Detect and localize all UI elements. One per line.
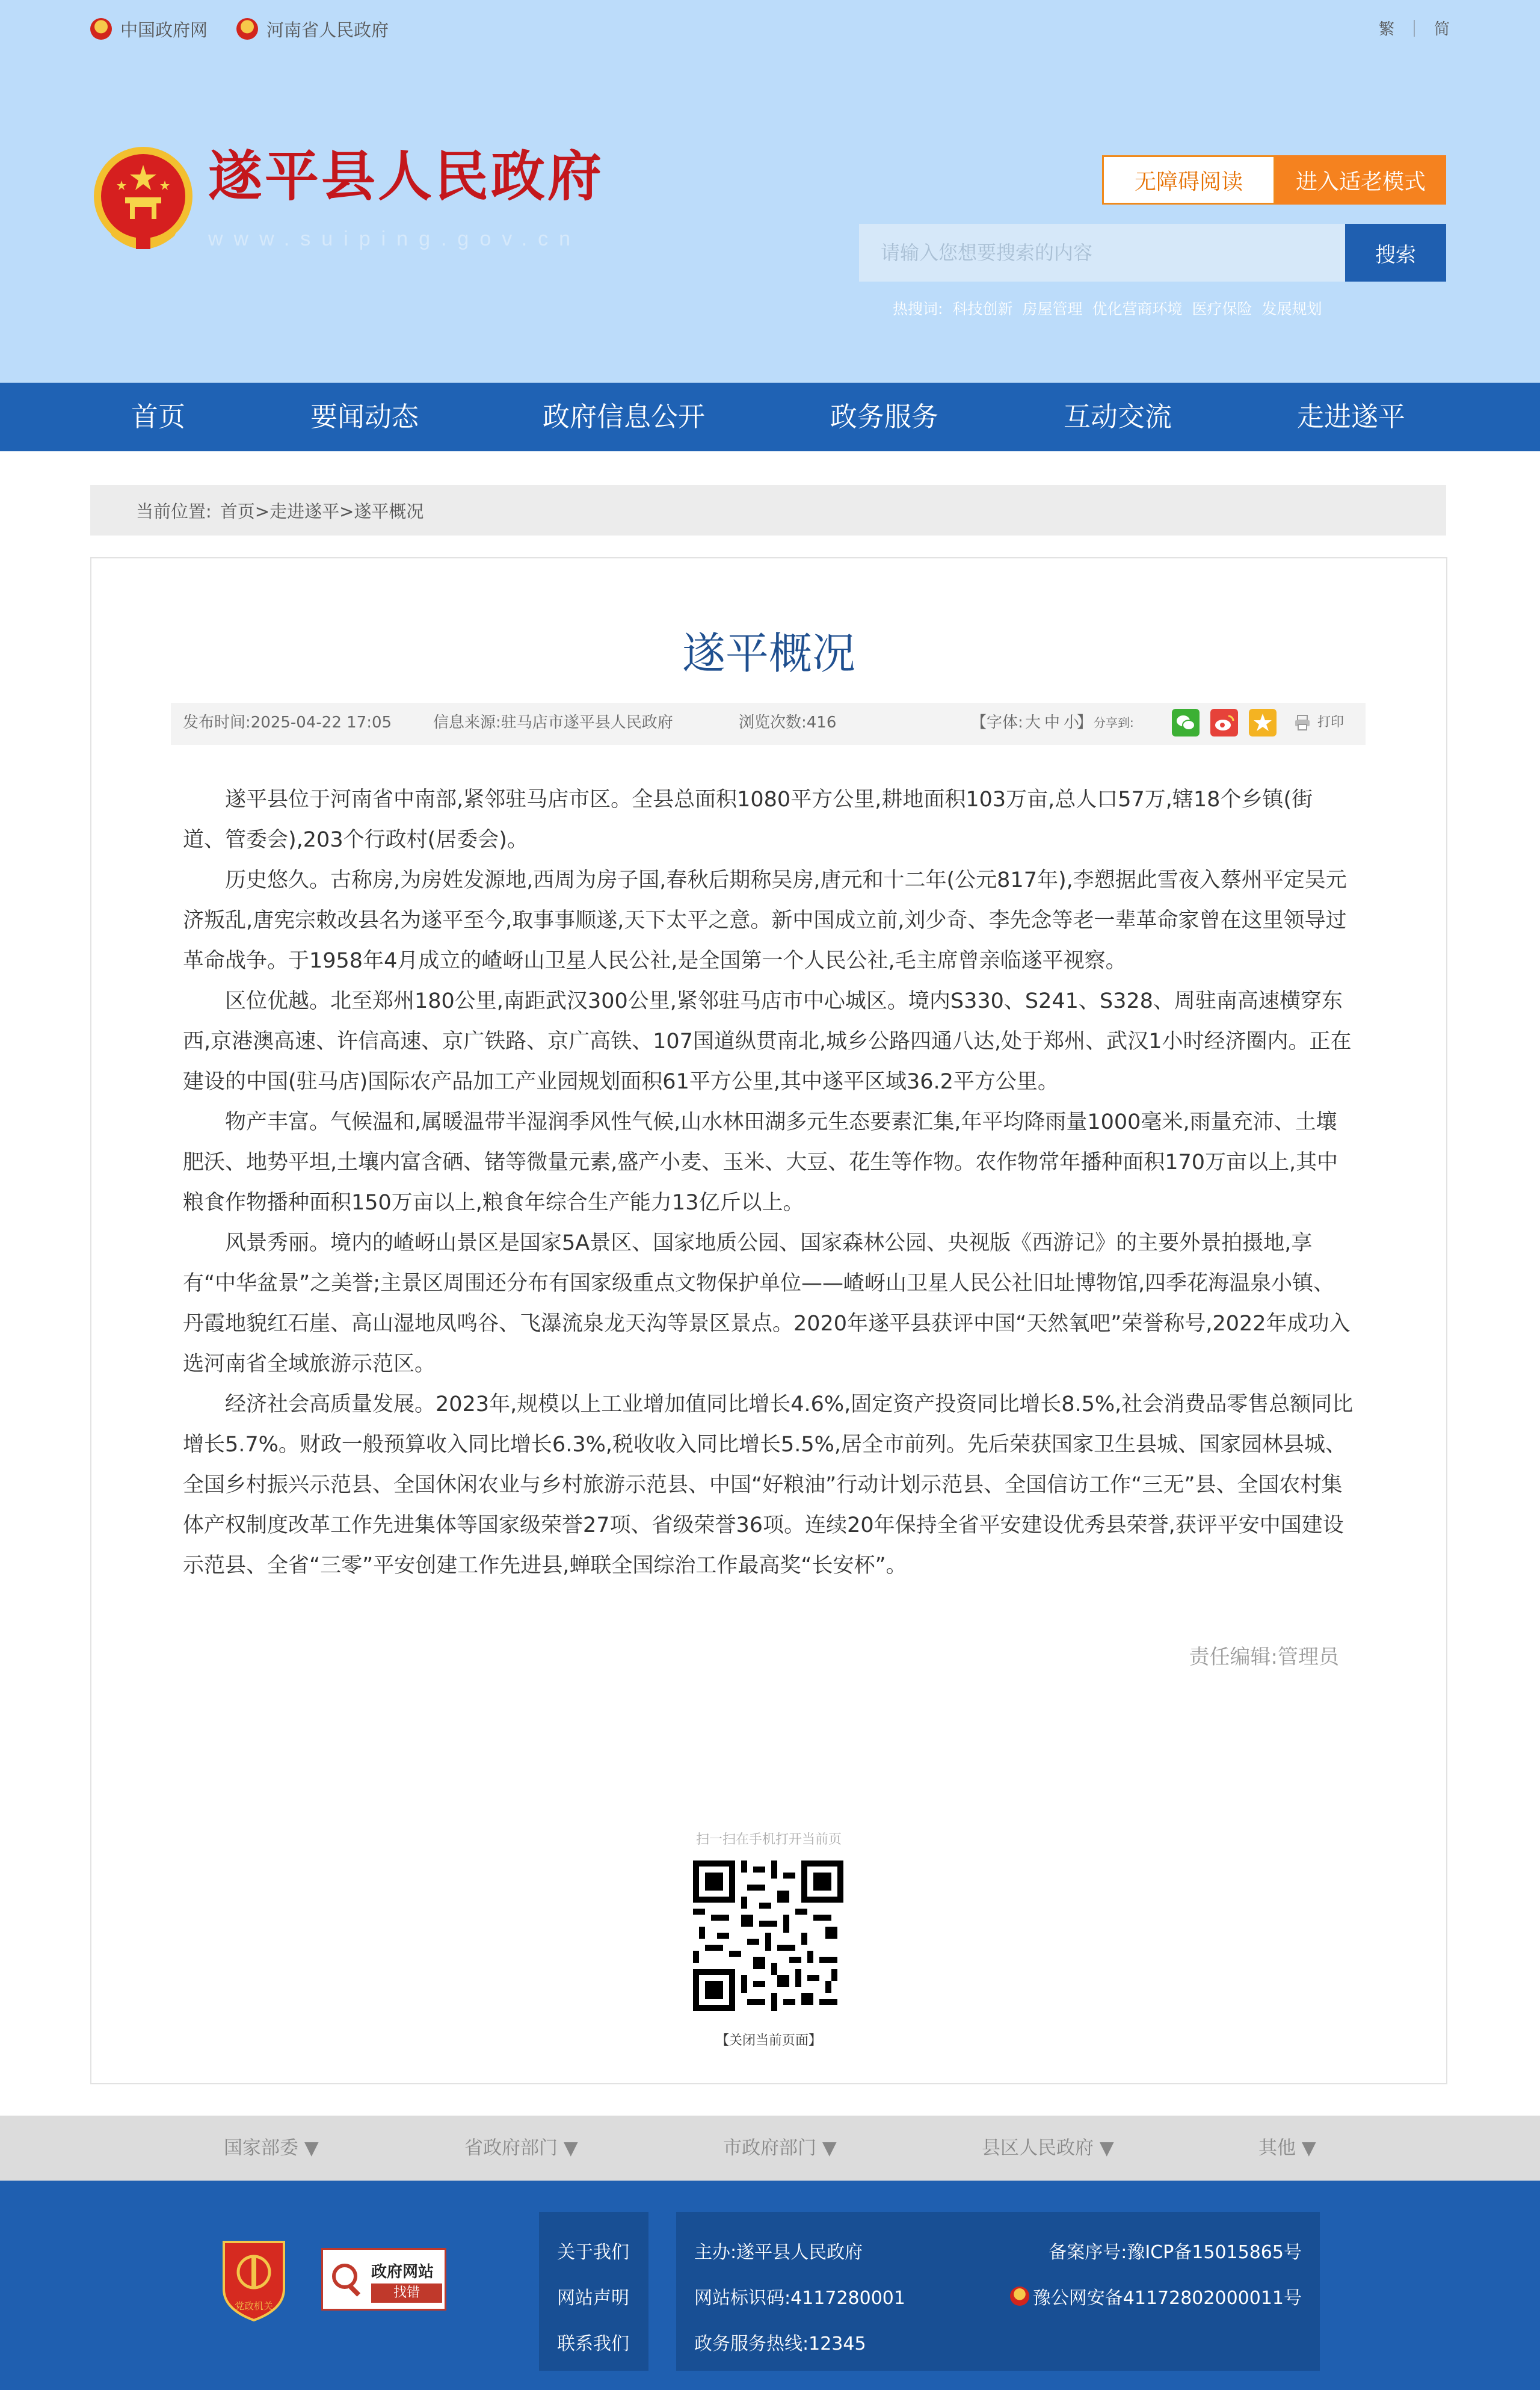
dropdown-national-ministries[interactable]: 国家部委 ▼ xyxy=(224,2137,319,2159)
site-name: 遂平县人民政府 xyxy=(208,144,604,208)
nav-info-disclosure[interactable]: 政府信息公开 xyxy=(543,401,706,433)
language-switch xyxy=(1379,17,1450,39)
nav-news[interactable]: 要闻动态 xyxy=(310,401,419,433)
article-title: 遂平概况 xyxy=(682,628,855,679)
top-links xyxy=(90,17,389,41)
hotline-info: 政务服务热线:12345 xyxy=(694,2333,866,2354)
main-nav xyxy=(0,383,1540,451)
contact-us-link[interactable]: 联系我们 xyxy=(557,2333,629,2354)
nav-about-suiping[interactable]: 走进遂平 xyxy=(1297,401,1406,433)
article-body xyxy=(183,780,1354,1586)
breadcrumb-label: 当前位置: xyxy=(136,501,212,522)
qr-caption: 扫一扫在手机打开当前页 xyxy=(695,1832,842,1847)
weibo-share-icon[interactable] xyxy=(1210,709,1238,736)
search-input[interactable] xyxy=(859,224,1345,282)
hot-word[interactable]: 科技创新 xyxy=(952,300,1013,318)
dropdown-others[interactable]: 其他 ▼ xyxy=(1258,2137,1316,2159)
report-error-badge[interactable] xyxy=(321,2248,446,2311)
footer-site-info xyxy=(676,2212,1320,2371)
traditional-chinese-link[interactable]: 繁 xyxy=(1378,20,1394,39)
qr-code-icon xyxy=(693,1860,843,2011)
publish-time: 发布时间:2025-04-22 17:05 xyxy=(183,714,392,732)
font-size-close: 】 xyxy=(1077,714,1093,732)
hot-word[interactable]: 房屋管理 xyxy=(1022,300,1083,318)
related-links-bar xyxy=(0,2116,1540,2181)
dropdown-city-departments[interactable]: 市政府部门 ▼ xyxy=(723,2137,837,2159)
report-badge-line1: 政府网站 xyxy=(371,2263,434,2281)
site-footer xyxy=(0,2181,1540,2390)
font-small-button[interactable]: 小 xyxy=(1064,714,1080,732)
breadcrumb xyxy=(90,485,1446,536)
hot-search-words xyxy=(893,297,1322,319)
nav-home[interactable]: 首页 xyxy=(131,401,186,433)
nav-services[interactable]: 政务服务 xyxy=(830,401,939,433)
divider xyxy=(1414,20,1415,37)
about-us-link[interactable]: 关于我们 xyxy=(557,2242,629,2263)
dropdown-provincial-departments[interactable]: 省政府部门 ▼ xyxy=(464,2137,578,2159)
article-paragraph: 风景秀丽。境内的嵖岈山景区是国家5A景区、国家地质公园、国家森林公园、央视版《西游记》的主要外景拍摄地,享有“中华盆景”之美誉;主景区周围还分布有国家级重点文物保护单位——嵖岈山卫星人民公社旧址博物馆,四季花海温泉小镇、丹霞地貌红石崖、高山湿地凤鸣谷、飞瀑流泉龙天沟等景区景点。2020年遂平县获评中国“天然氧吧”荣誉称号,2022年成功入选河南省全域旅游示范区。 xyxy=(183,1231,1351,1376)
report-badge-line2: 找错 xyxy=(371,2283,442,2303)
close-page-link[interactable]: 【关闭当前页面】 xyxy=(715,2033,822,2048)
link-gov-cn-label: 中国政府网 xyxy=(120,19,208,40)
icp-record-link[interactable]: 备案序号:豫ICP备15015865号 xyxy=(1049,2242,1302,2263)
hot-word[interactable]: 医疗保险 xyxy=(1192,300,1252,318)
article-paragraph: 区位优越。北至郑州180公里,南距武汉300公里,紧邻驻马店市中心城区。境内S330、S241、S328、周驻南高速横穿东西,京港澳高速、许信高速、京广铁路、京广高铁、107国道纵贯南北,城乡公路四通八达,处于郑州、武汉1小时经济圈内。正在建设的中国(驻马店)国际农产品加工产业园规划面积61平方公里,其中遂平区域36.2平方公里。 xyxy=(183,989,1352,1094)
national-emblem-icon xyxy=(90,18,112,40)
article-container xyxy=(90,557,1447,2084)
article-paragraph: 历史悠久。古称房,为房姓发源地,西周为房子国,春秋后期称吴房,唐元和十二年(公元817年),李愬据此雪夜入蔡州平定吴元济叛乱,唐宪宗敕改县名为遂平至今,取事事顺遂,天下太平之意。新中国成立前,刘少奇、李先念等老一辈革命家曾在这里领导过革命战争。于1958年4月成立的嵖岈山卫星人民公社,是全国第一个人民公社,毛主席曾亲临遂平视察。 xyxy=(183,868,1347,973)
link-henan-gov[interactable] xyxy=(236,17,389,42)
article-paragraph: 物产丰富。气候温和,属暖温带半湿润季风性气候,山水林田湖多元生态要素汇集,年平均降雨量1000毫米,雨量充沛、土壤肥沃、地势平坦,土壤内富含硒、锗等微量元素,盛产小麦、玉米、大豆、花生等作物。农作物常年播种面积170万亩以上,其中粮食作物播种面积150万亩以上,粮食年综合生产能力13亿斤以上。 xyxy=(183,1110,1338,1215)
sponsor-info: 主办:遂平县人民政府 xyxy=(694,2242,863,2263)
magnifier-icon xyxy=(329,2261,366,2298)
site-code-info: 网站标识码:4117280001 xyxy=(694,2288,905,2309)
responsible-editor: 责任编辑:管理员 xyxy=(1189,1645,1339,1669)
police-emblem-icon xyxy=(1010,2287,1029,2306)
national-emblem-icon xyxy=(236,18,258,40)
info-source: 信息来源:驻马店市遂平县人民政府 xyxy=(433,714,673,732)
simplified-chinese-link[interactable]: 简 xyxy=(1434,20,1450,39)
site-url: www.suiping.gov.cn xyxy=(208,227,582,250)
dropdown-county-governments[interactable]: 县区人民政府 ▼ xyxy=(982,2137,1114,2159)
print-icon[interactable] xyxy=(1293,714,1311,732)
party-government-badge-icon[interactable] xyxy=(219,2238,289,2323)
qzone-share-icon[interactable] xyxy=(1249,709,1277,736)
nav-interaction[interactable]: 互动交流 xyxy=(1064,401,1172,433)
article-paragraph: 遂平县位于河南省中南部,紧邻驻马店市区。全县总面积1080平方公里,耕地面积103万亩,总人口57万,辖18个乡镇(街道、管委会),203个行政村(居委会)。 xyxy=(183,788,1313,852)
hot-word[interactable]: 发展规划 xyxy=(1261,300,1322,318)
font-large-button[interactable]: 大 xyxy=(1025,714,1041,732)
footer-about-links xyxy=(539,2212,648,2371)
police-record-link[interactable] xyxy=(1010,2283,1302,2309)
article-paragraph: 经济社会高质量发展。2023年,规模以上工业增加值同比增长4.6%,固定资产投资同比增长8.5%,社会消费品零售总额同比增长5.7%。财政一般预算收入同比增长6.3%,税收收入同比增长5.5%,居全市前列。先后荣获国家卫生县城、国家园林县城、全国乡村振兴示范县、全国休闲农业与乡村旅游示范县、中国“好粮油”行动计划示范县、全国信访工作“三无”县、全国农村集体产权制度改革工作先进集体等国家级荣誉27项、省级荣誉36项。连续20年保持全省平安建设优秀县荣誉,获评平安中国建设示范县、全省“三零”平安创建工作先进县,蝉联全国综治工作最高奖“长安杯”。 xyxy=(183,1392,1354,1578)
view-count: 浏览次数:416 xyxy=(739,714,837,732)
share-label: 分享到: xyxy=(1094,715,1134,730)
link-gov-cn[interactable] xyxy=(90,17,208,42)
site-header xyxy=(0,0,1540,383)
breadcrumb-path[interactable]: 首页>走进遂平>遂平概况 xyxy=(220,501,424,522)
elder-mode-button[interactable]: 进入适老模式 xyxy=(1275,155,1446,205)
national-emblem-logo-icon xyxy=(90,144,196,255)
site-statement-link[interactable]: 网站声明 xyxy=(557,2288,629,2309)
hot-word[interactable]: 优化营商环境 xyxy=(1092,300,1183,318)
wechat-share-icon[interactable] xyxy=(1172,709,1200,736)
font-medium-button[interactable]: 中 xyxy=(1044,714,1061,732)
link-henan-gov-label: 河南省人民政府 xyxy=(266,19,389,40)
print-button[interactable]: 打印 xyxy=(1317,715,1344,730)
font-size-label: 【字体: xyxy=(971,714,1023,732)
hot-search-label: 热搜词: xyxy=(893,300,943,318)
search-button[interactable]: 搜索 xyxy=(1345,224,1446,282)
article-meta-bar xyxy=(171,703,1366,745)
party-logo-text: 党政机关 xyxy=(234,2300,274,2312)
accessibility-button[interactable]: 无障碍阅读 xyxy=(1102,155,1275,205)
police-record-text: 豫公网安备41172802000011号 xyxy=(1032,2288,1302,2309)
